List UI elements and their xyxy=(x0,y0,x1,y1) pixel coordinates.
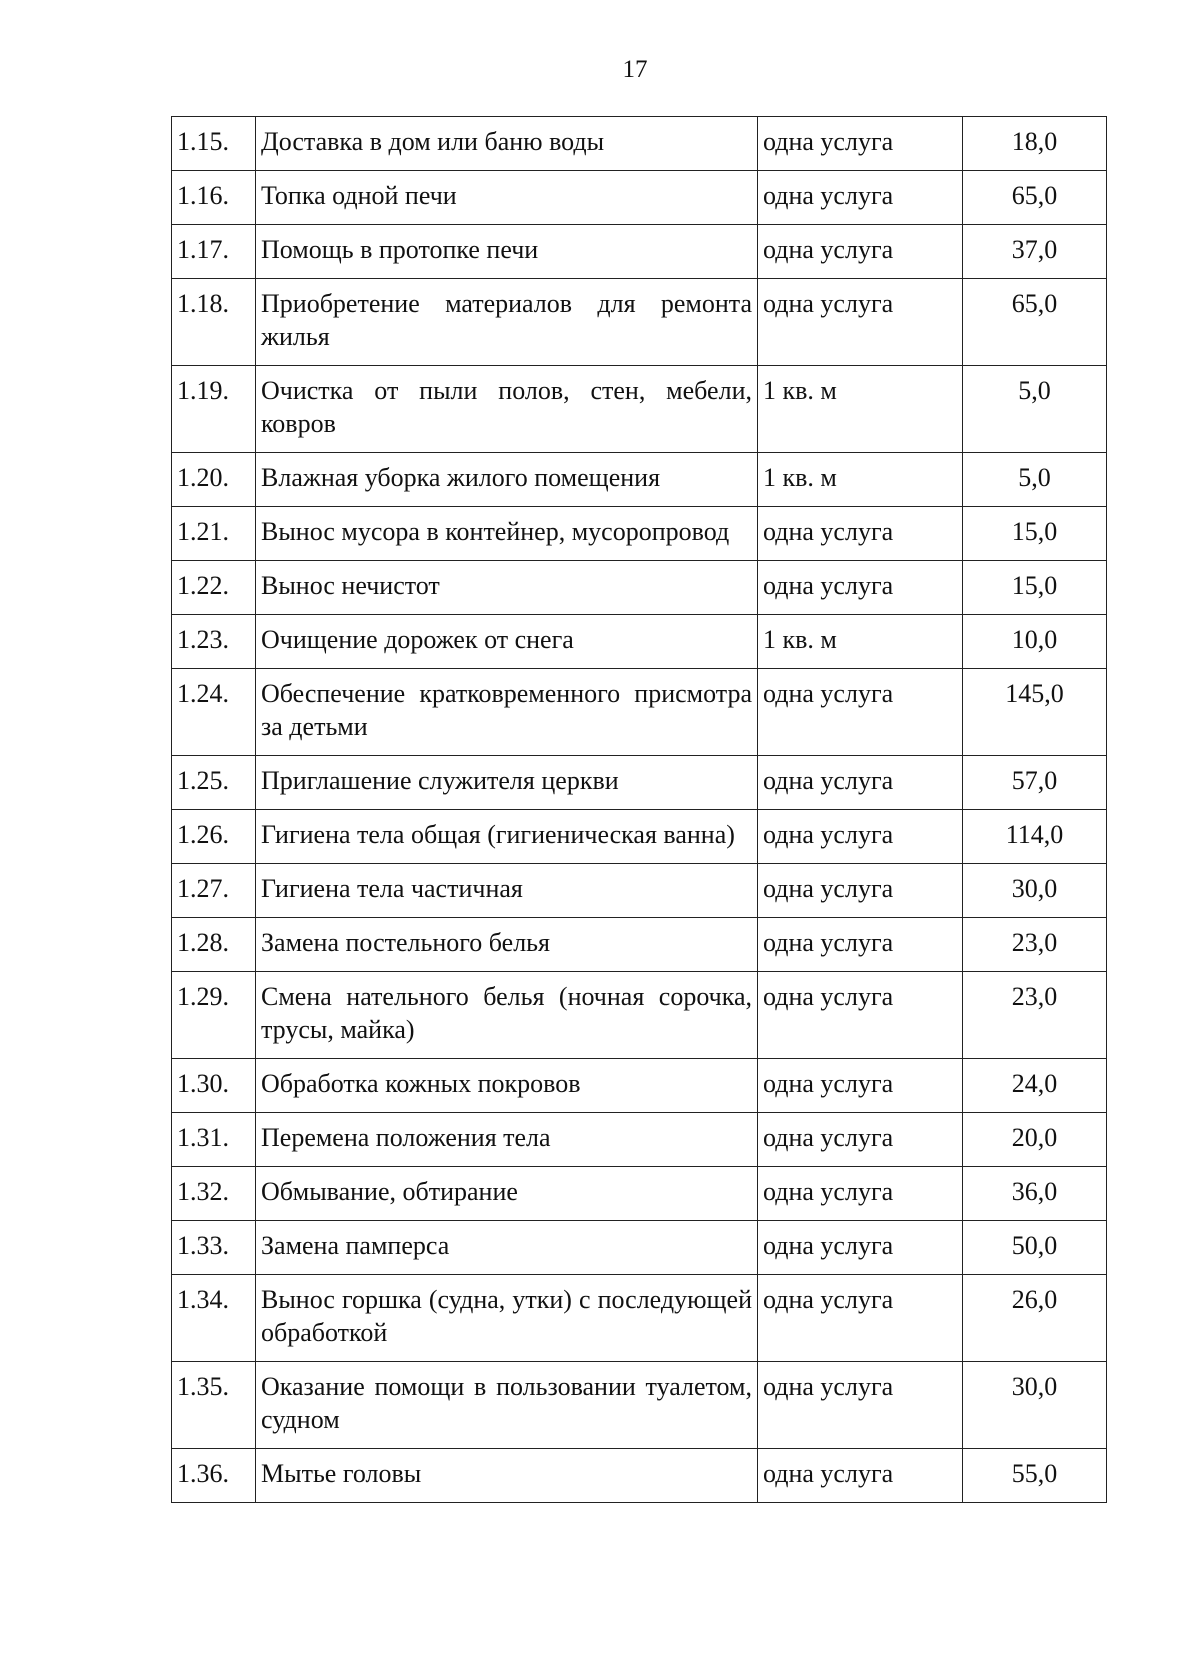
row-number: 1.17. xyxy=(172,225,256,279)
service-name: Доставка в дом или баню воды xyxy=(256,117,758,171)
table-row xyxy=(172,561,1107,615)
service-price: 30,0 xyxy=(963,1362,1107,1449)
table-row xyxy=(172,864,1107,918)
service-name: Влажная уборка жилого помещения xyxy=(256,453,758,507)
unit-of-measure: одна услуга xyxy=(758,1362,963,1449)
table-row xyxy=(172,171,1107,225)
row-number: 1.18. xyxy=(172,279,256,366)
table-row xyxy=(172,1113,1107,1167)
table-row xyxy=(172,615,1107,669)
unit-of-measure: одна услуга xyxy=(758,1167,963,1221)
service-name: Обмывание, обтирание xyxy=(256,1167,758,1221)
service-name: Гигиена тела общая (гигиеническая ванна) xyxy=(256,810,758,864)
table-row xyxy=(172,756,1107,810)
unit-of-measure: одна услуга xyxy=(758,117,963,171)
unit-of-measure: одна услуга xyxy=(758,756,963,810)
unit-of-measure: одна услуга xyxy=(758,1449,963,1503)
row-number: 1.15. xyxy=(172,117,256,171)
service-price: 20,0 xyxy=(963,1113,1107,1167)
service-price: 10,0 xyxy=(963,615,1107,669)
service-price: 23,0 xyxy=(963,972,1107,1059)
table-row xyxy=(172,225,1107,279)
unit-of-measure: 1 кв. м xyxy=(758,366,963,453)
row-number: 1.27. xyxy=(172,864,256,918)
table-row xyxy=(172,366,1107,453)
row-number: 1.22. xyxy=(172,561,256,615)
row-number: 1.19. xyxy=(172,366,256,453)
service-price: 15,0 xyxy=(963,561,1107,615)
page-number: 17 xyxy=(622,56,648,83)
unit-of-measure: одна услуга xyxy=(758,279,963,366)
service-name: Приглашение служителя церкви xyxy=(256,756,758,810)
table-row xyxy=(172,1362,1107,1449)
row-number: 1.32. xyxy=(172,1167,256,1221)
service-name: Замена постельного белья xyxy=(256,918,758,972)
row-number: 1.28. xyxy=(172,918,256,972)
service-name: Гигиена тела частичная xyxy=(256,864,758,918)
services-price-table xyxy=(171,116,1107,1503)
row-number: 1.24. xyxy=(172,669,256,756)
row-number: 1.26. xyxy=(172,810,256,864)
service-price: 15,0 xyxy=(963,507,1107,561)
row-number: 1.36. xyxy=(172,1449,256,1503)
service-name: Очистка от пыли полов, стен, мебели, ковров xyxy=(256,366,758,453)
service-name: Вынос мусора в контейнер, мусоропровод xyxy=(256,507,758,561)
unit-of-measure: 1 кв. м xyxy=(758,615,963,669)
table-row xyxy=(172,279,1107,366)
row-number: 1.21. xyxy=(172,507,256,561)
service-price: 18,0 xyxy=(963,117,1107,171)
service-name: Смена нательного белья (ночная сорочка, трусы, майка) xyxy=(256,972,758,1059)
table-row xyxy=(172,669,1107,756)
table-row xyxy=(172,1059,1107,1113)
table-row xyxy=(172,1275,1107,1362)
unit-of-measure: одна услуга xyxy=(758,171,963,225)
service-price: 5,0 xyxy=(963,453,1107,507)
service-price: 57,0 xyxy=(963,756,1107,810)
unit-of-measure: одна услуга xyxy=(758,810,963,864)
service-price: 26,0 xyxy=(963,1275,1107,1362)
service-name: Очищение дорожек от снега xyxy=(256,615,758,669)
service-name: Вынос нечистот xyxy=(256,561,758,615)
service-price: 37,0 xyxy=(963,225,1107,279)
table-row xyxy=(172,453,1107,507)
service-name: Замена памперса xyxy=(256,1221,758,1275)
unit-of-measure: 1 кв. м xyxy=(758,453,963,507)
service-name: Обработка кожных покровов xyxy=(256,1059,758,1113)
service-price: 23,0 xyxy=(963,918,1107,972)
table-row xyxy=(172,1167,1107,1221)
unit-of-measure: одна услуга xyxy=(758,225,963,279)
unit-of-measure: одна услуга xyxy=(758,1113,963,1167)
service-price: 65,0 xyxy=(963,279,1107,366)
unit-of-measure: одна услуга xyxy=(758,864,963,918)
service-name: Вынос горшка (судна, утки) с последующей обработкой xyxy=(256,1275,758,1362)
row-number: 1.31. xyxy=(172,1113,256,1167)
table-row xyxy=(172,507,1107,561)
table-row xyxy=(172,117,1107,171)
service-price: 65,0 xyxy=(963,171,1107,225)
row-number: 1.33. xyxy=(172,1221,256,1275)
unit-of-measure: одна услуга xyxy=(758,972,963,1059)
table-row xyxy=(172,1221,1107,1275)
unit-of-measure: одна услуга xyxy=(758,669,963,756)
service-price: 114,0 xyxy=(963,810,1107,864)
unit-of-measure: одна услуга xyxy=(758,1221,963,1275)
table-row xyxy=(172,918,1107,972)
table-row xyxy=(172,972,1107,1059)
unit-of-measure: одна услуга xyxy=(758,561,963,615)
table-body xyxy=(172,117,1107,1503)
service-name: Перемена положения тела xyxy=(256,1113,758,1167)
unit-of-measure: одна услуга xyxy=(758,507,963,561)
row-number: 1.35. xyxy=(172,1362,256,1449)
service-price: 145,0 xyxy=(963,669,1107,756)
service-price: 30,0 xyxy=(963,864,1107,918)
unit-of-measure: одна услуга xyxy=(758,1275,963,1362)
table-row xyxy=(172,810,1107,864)
service-name: Приобретение материалов для ремонта жилья xyxy=(256,279,758,366)
service-price: 36,0 xyxy=(963,1167,1107,1221)
service-price: 55,0 xyxy=(963,1449,1107,1503)
row-number: 1.16. xyxy=(172,171,256,225)
row-number: 1.34. xyxy=(172,1275,256,1362)
service-price: 24,0 xyxy=(963,1059,1107,1113)
service-price: 5,0 xyxy=(963,366,1107,453)
service-name: Топка одной печи xyxy=(256,171,758,225)
unit-of-measure: одна услуга xyxy=(758,918,963,972)
unit-of-measure: одна услуга xyxy=(758,1059,963,1113)
row-number: 1.30. xyxy=(172,1059,256,1113)
table-row xyxy=(172,1449,1107,1503)
service-name: Мытье головы xyxy=(256,1449,758,1503)
service-name: Обеспечение кратковременного присмотра за детьми xyxy=(256,669,758,756)
row-number: 1.29. xyxy=(172,972,256,1059)
service-name: Помощь в протопке печи xyxy=(256,225,758,279)
row-number: 1.25. xyxy=(172,756,256,810)
service-price: 50,0 xyxy=(963,1221,1107,1275)
row-number: 1.23. xyxy=(172,615,256,669)
row-number: 1.20. xyxy=(172,453,256,507)
service-name: Оказание помощи в пользовании туалетом, судном xyxy=(256,1362,758,1449)
